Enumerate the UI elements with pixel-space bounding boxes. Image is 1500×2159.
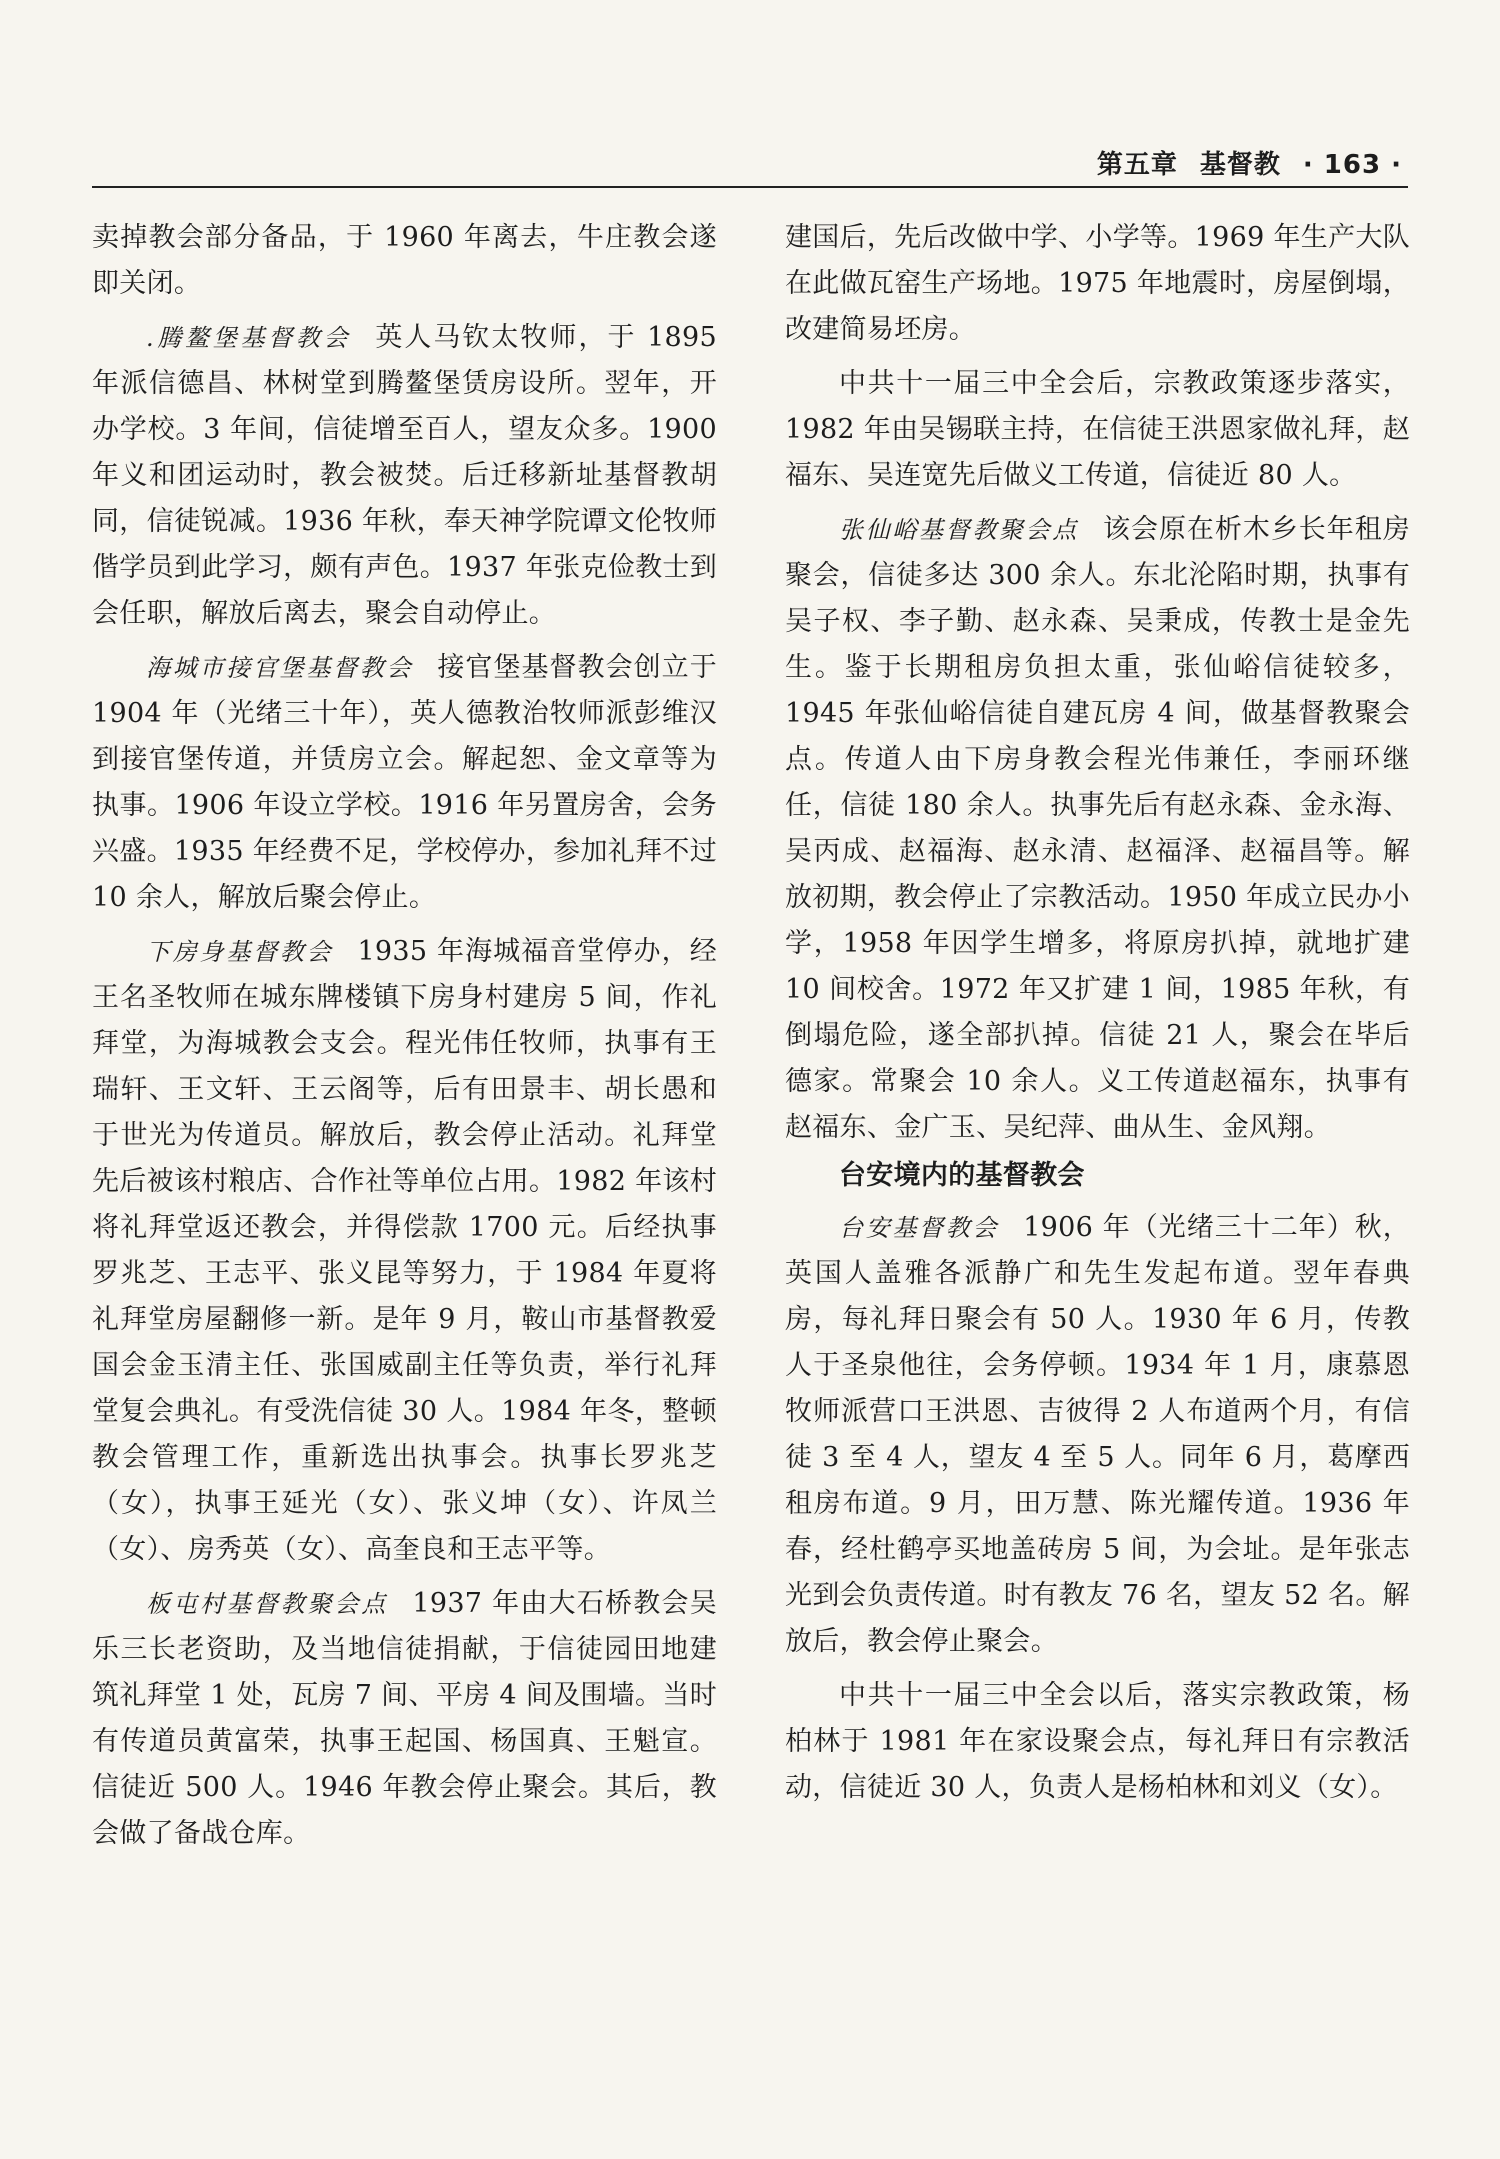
entry-title: 海城市接官堡基督教会 xyxy=(146,654,414,682)
entry-text: 1906 年（光绪三十二年）秋，英国人盖雅各派静广和先生发起布道。翌年春典房，每礼拜日聚会有 50 人。1930 年 6 月，传教人于圣泉他往，会务停顿。1934 年 1 月，康慕恩牧师派营口王洪恩、吉彼得 2 人布道两个月，有信徒 3 至 4 人，望友 4 至 5 人。同年 6 月，葛摩西租房布道。9 月，田万慧、陈光耀传道。1936 年春，经杜鹤亭买地盖砖房 5 间，为会址。是年张志光到会负责传道。时有教友 76 名，望友 52 名。解放后，教会停止聚会。 xyxy=(785,1212,1410,1657)
paragraph xyxy=(785,507,1410,1151)
page-number: · 163 · xyxy=(1302,150,1402,180)
paragraph xyxy=(92,1581,717,1857)
header-text xyxy=(1097,144,1402,181)
entry-title: 板屯村基督教聚会点 xyxy=(146,1590,389,1618)
paragraph xyxy=(785,1205,1410,1665)
entry-text: 接官堡基督教会创立于 1904 年（光绪三十年），英人德教治牧师派彭维汉到接官堡传道，并赁房立会。解起恕、金文章等为执事。1906 年设立学校。1916 年另置房舍，会务兴盛。1935 年经费不足，学校停办，参加礼拜不过 10 余人，解放后聚会停止。 xyxy=(92,652,718,913)
entry-text: 1937 年由大石桥教会吴乐三长老资助，及当地信徒捐献，于信徒园田地建筑礼拜堂 1 处，瓦房 7 间、平房 4 间及围墙。当时有传道员黄富荣，执事王起国、杨国真、王魁宣。信徒近 500 人。1946 年教会停止聚会。其后，教会做了备战仓库。 xyxy=(92,1588,718,1849)
entry-title: 张仙峪基督教聚会点 xyxy=(839,516,1080,544)
entry-title: .腾鳌堡基督教会 xyxy=(146,324,352,352)
entry-text: 该会原在析木乡长年租房聚会，信徒多达 300 余人。东北沦陷时期，执事有吴子权、李子勤、赵永森、吴秉成，传教士是金先生。鉴于长期租房负担太重，张仙峪信徒较多，1945 年张仙峪信徒自建瓦房 4 间，做基督教聚会点。传道人由下房身教会程光伟兼任，李丽环继任，信徒 180 余人。执事先后有赵永森、金永海、吴丙成、赵福海、赵永清、赵福泽、赵福昌等。解放初期，教会停止了宗教活动。1950 年成立民办小学，1958 年因学生增多，将原房扒掉，就地扩建 10 间校舍。1972 年又扩建 1 间，1985 年秋，有倒塌危险，遂全部扒掉。信徒 21 人，聚会在毕后德家。常聚会 10 余人。义工传道赵福东，执事有赵福东、金广玉、吴纪萍、曲从生、金风翔。 xyxy=(785,514,1410,1143)
right-column xyxy=(785,215,1410,1819)
left-column xyxy=(92,215,717,1865)
paragraph xyxy=(92,929,717,1573)
entry-title: 下房身基督教会 xyxy=(146,938,334,966)
paragraph: 中共十一届三中全会以后，落实宗教政策，杨柏林于 1981 年在家设聚会点，每礼拜日有宗教活动，信徒近 30 人，负责人是杨柏林和刘义（女）。 xyxy=(785,1680,1410,1803)
section-label: 基督教 xyxy=(1199,150,1281,180)
section-heading: 台安境内的基督教会 xyxy=(839,1160,1085,1191)
running-header xyxy=(92,136,1408,188)
paragraph: 建国后，先后改做中学、小学等。1969 年生产大队在此做瓦窑生产场地。1975 年地震时，房屋倒塌，改建简易坯房。 xyxy=(785,222,1410,345)
entry-title: 台安基督教会 xyxy=(839,1214,1000,1242)
entry-text: 1935 年海城福音堂停办，经王名圣牧师在城东牌楼镇下房身村建房 5 间，作礼拜堂，为海城教会支会。程光伟任牧师，执事有王瑞轩、王文轩、王云阁等，后有田景丰、胡长愚和于世光为传道员。解放后，教会停止活动。礼拜堂先后被该村粮店、合作社等单位占用。1982 年该村将礼拜堂返还教会，并得偿款 1700 元。后经执事罗兆芝、王志平、张义昆等努力，于 1984 年夏将礼拜堂房屋翻修一新。是年 9 月，鞍山市基督教爱国会金玉清主任、张国威副主任等负责，举行礼拜堂复会典礼。有受洗信徒 30 人。1984 年冬，整顿教会管理工作，重新选出执事会。执事长罗兆芝（女），执事王延光（女）、张义坤（女）、许凤兰（女）、房秀英（女）、高奎良和王志平等。 xyxy=(92,936,717,1565)
entry-text: 英人马钦太牧师，于 1895 年派信德昌、林树堂到腾鳌堡赁房设所。翌年，开办学校。3 年间，信徒增至百人，望友众多。1900 年义和团运动时，教会被焚。后迁移新址基督教胡同，信徒锐减。1936 年秋，奉天神学院谭文伦牧师偕学员到此学习，颇有声色。1937 年张克俭教士到会任职，解放后离去，聚会自动停止。 xyxy=(92,322,717,629)
chapter-label: 第五章 xyxy=(1096,150,1178,180)
paragraph: 中共十一届三中全会后，宗教政策逐步落实，1982 年由吴锡联主持，在信徒王洪恩家做礼拜，赵福东、吴连宽先后做义工传道，信徒近 80 人。 xyxy=(785,368,1410,491)
paragraph: 卖掉教会部分备品，于 1960 年离去，牛庄教会遂即关闭。 xyxy=(92,222,717,299)
paragraph xyxy=(92,645,717,921)
paragraph xyxy=(92,315,717,637)
